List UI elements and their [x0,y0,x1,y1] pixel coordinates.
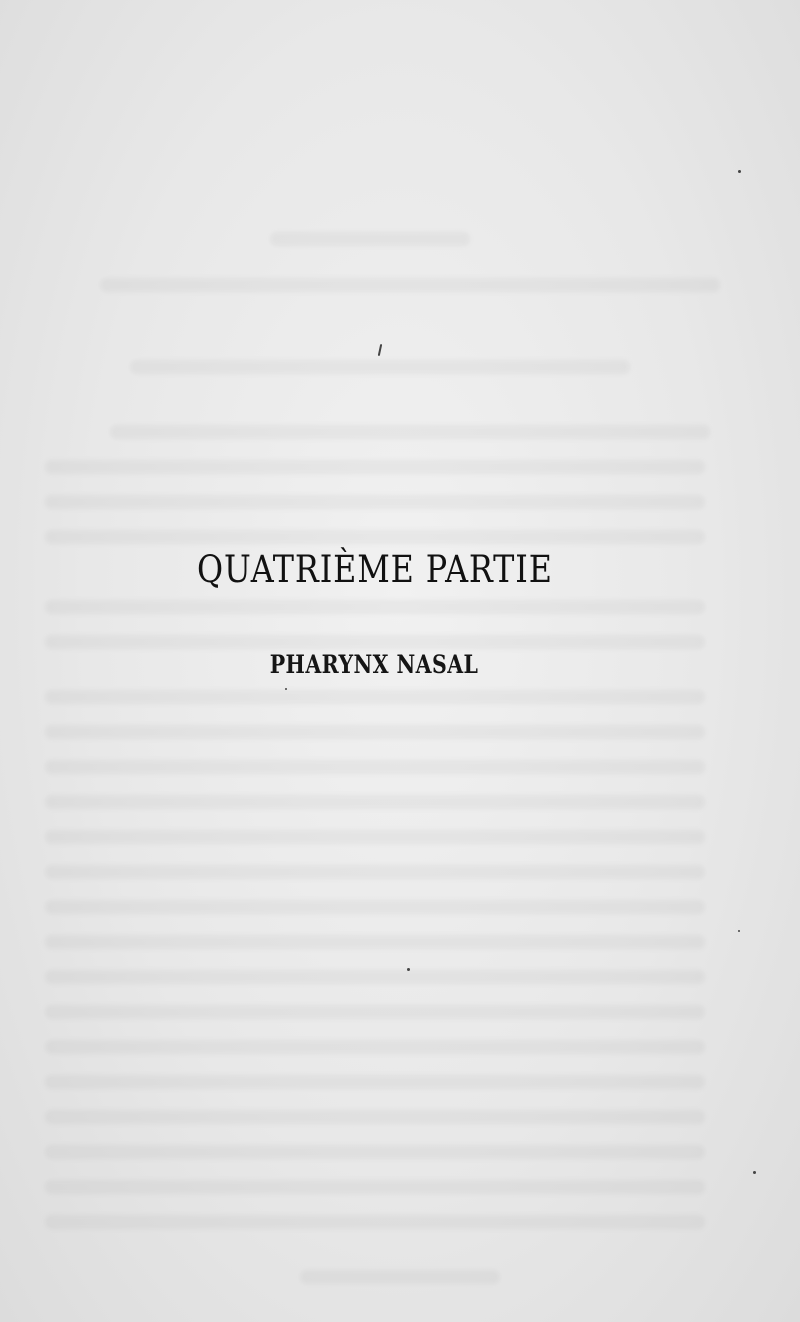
ink-speck [407,968,410,971]
ink-speck [285,688,287,690]
ink-speck [738,170,741,173]
ink-speck [378,344,382,356]
ink-speck [738,930,740,932]
ink-speck [753,1171,756,1174]
part-subtitle: PHARYNX NASAL [269,650,479,679]
part-title: QUATRIÈME PARTIE [197,548,553,591]
